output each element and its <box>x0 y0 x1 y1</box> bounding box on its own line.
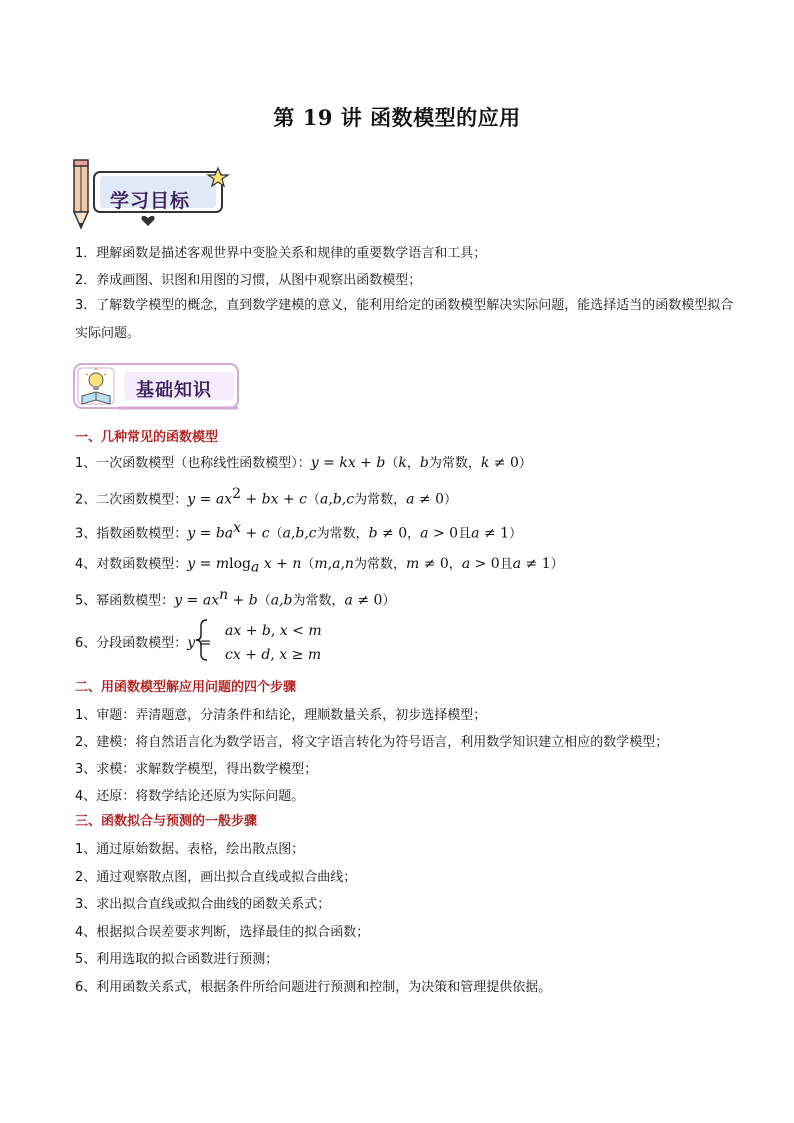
model-logarithmic-and: 且 <box>499 557 513 572</box>
section3-heading: 三、函数拟合与预测的一般步骤 <box>75 814 258 829</box>
step-2: 2、建模：将自然语言化为数学语言，将文字语言转化为符号语言，利用数学知识建立相应的数学模型； <box>75 735 669 750</box>
section1-heading: 一、几种常见的函数模型 <box>75 430 219 445</box>
page-title: 第 19 讲 函数模型的应用 <box>273 105 521 130</box>
learning-goals-badge <box>70 158 240 230</box>
step-4: 4、还原：将数学结论还原为实际问题。 <box>75 789 305 804</box>
basic-knowledge-badge <box>70 360 245 416</box>
model-piecewise-label: 6、分段函数模型： <box>75 636 188 651</box>
model-linear-label: 1、一次函数模型（也称线性函数模型）： <box>75 456 311 471</box>
fit-step-6: 6、利用函数关系式，根据条件所给问题进行预测和控制，为决策和管理提供依据。 <box>75 980 552 995</box>
model-exponential-and: 且 <box>458 526 472 542</box>
step-3: 3、求模：求解数学模型，得出数学模型； <box>75 762 318 777</box>
piecewise-brace <box>193 618 209 662</box>
model-quadratic-note: 为常数， <box>354 492 407 508</box>
section2-heading: 二、用函数模型解应用问题的四个步骤 <box>75 680 297 695</box>
model-piecewise: 6、分段函数模型：y = <box>75 635 212 651</box>
model-power-note: 为常数， <box>292 593 345 609</box>
model-power: 5、幂函数模型：$y = ax^n + b(a,b$为常数，a ≠ 0） <box>75 587 396 609</box>
basic-knowledge-label: 基础知识 <box>136 380 212 401</box>
model-quadratic: 2、二次函数模型：$y = ax^2$ + bx + c（a,b,c为常数，a ≠ 0） <box>75 486 458 508</box>
fit-step-3: 3、求出拟合直线或拟合曲线的函数关系式； <box>75 897 331 912</box>
objective-2: 2．养成画图、识图和用图的习惯，从图中观察出函数模型； <box>75 273 422 288</box>
model-logarithmic-label: 4、对数函数模型： <box>75 557 188 572</box>
learning-goals-label: 学习目标 <box>110 190 191 212</box>
fit-step-5: 5、利用选取的拟合函数进行预测； <box>75 952 279 967</box>
step-1: 1、审题：弄清题意，分清条件和结论，理顺数量关系，初步选择模型； <box>75 708 487 723</box>
piecewise-case-1: ax + b, x < m <box>225 623 322 639</box>
model-power-label: 5、幂函数模型： <box>75 593 175 609</box>
model-exponential: 3、指数函数模型：$y = ba^x + c(a,b,c$为常数，b ≠ 0，a > 0且a ≠ 1） <box>75 520 523 542</box>
model-logarithmic-note: 为常数， <box>353 557 406 572</box>
piecewise-case-2: cx + d, x ≥ m <box>225 647 322 663</box>
model-exponential-label: 3、指数函数模型： <box>75 526 188 542</box>
fit-step-1: 1、通过原始数据、表格，绘出散点图； <box>75 842 305 857</box>
objective-1: 1．理解函数是描述客观世界中变脸关系和规律的重要数学语言和工具； <box>75 246 487 261</box>
fit-step-4: 4、根据拟合误差要求判断，选择最佳的拟合函数； <box>75 925 370 940</box>
fit-step-2: 2、通过观察散点图，画出拟合直线或拟合曲线； <box>75 870 357 885</box>
objective-3: 3．了解数学模型的概念，直到数学建模的意义，能利用给定的函数模型解决实际问题，能选择适当的函数模型拟合实际问题。 <box>75 298 734 341</box>
model-linear: 1、一次函数模型（也称线性函数模型）：y = kx + b（k，b为常数，k ≠ 0） <box>75 455 532 471</box>
model-linear-note: 为常数， <box>428 456 481 471</box>
model-quadratic-label: 2、二次函数模型： <box>75 492 188 508</box>
model-logarithmic: 4、对数函数模型：y = mlog$_a$ x + n（m,a,n为常数，m ≠ 0，a > 0且a ≠ 1） <box>75 556 564 576</box>
model-exponential-note: 为常数， <box>316 526 369 542</box>
